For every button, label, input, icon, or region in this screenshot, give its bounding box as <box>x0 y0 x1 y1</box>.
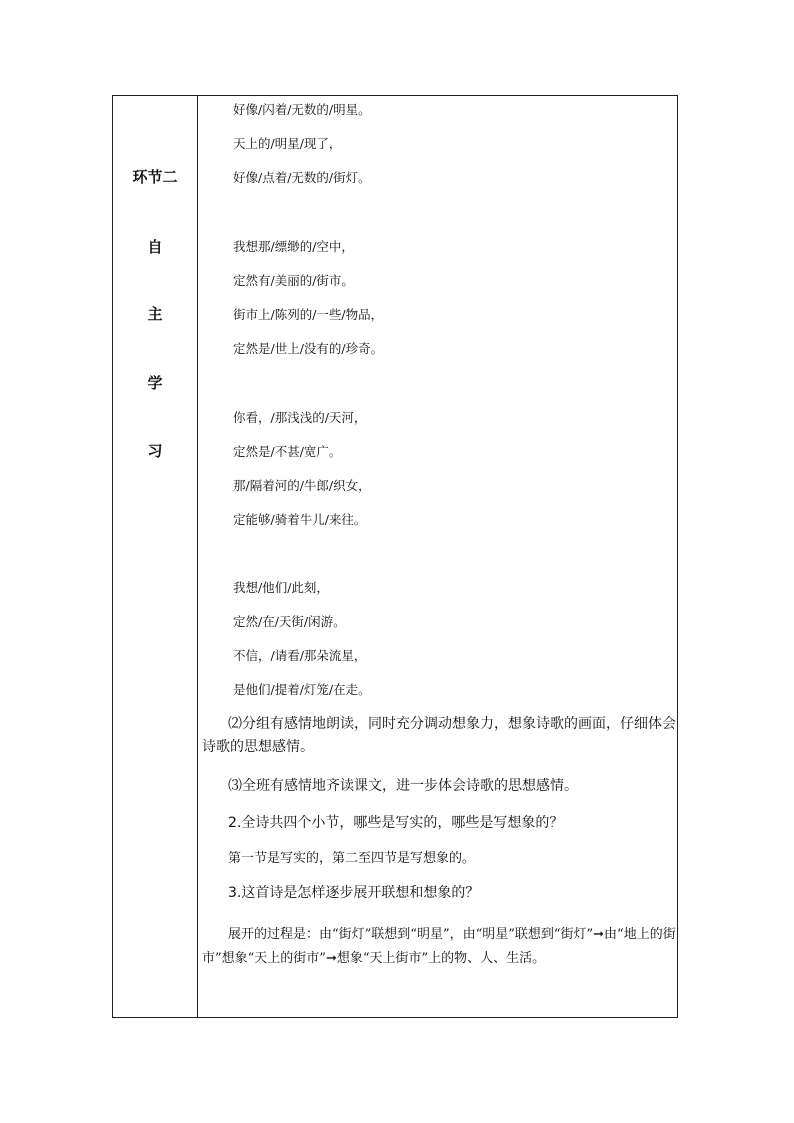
lesson-table <box>112 95 678 1018</box>
poem-line: 天上的/明星/现了， <box>233 136 342 151</box>
poem-line: 我想/他们/此刻， <box>233 580 329 595</box>
section-char-4: 习 <box>147 442 163 460</box>
answer-3: 展开的过程是：由“街灯”联想到“明星”，由“明星”联想到“街灯”➞由“地上的街市”想象“天上的街市”➞想象“天上街市”上的物、人、生活。 <box>202 927 676 966</box>
poem-line: 是他们/提着/灯笼/在走。 <box>233 682 371 697</box>
poem-line: 不信，/请看/那朵流星， <box>233 648 367 663</box>
section-label-cell <box>113 96 197 1017</box>
answer-2: 第一节是写实的，第二至四节是写想象的。 <box>228 851 476 866</box>
section-char-2: 主 <box>147 305 163 323</box>
poem-line: 好像/闪着/无数的/明星。 <box>233 102 371 117</box>
activity-item-2: ⑵分组有感情地朗读，同时充分调动想象力，想象诗歌的画面，仔细体会诗歌的思想感情。 <box>202 716 676 755</box>
poem-line: 定然/在/天街/闲游。 <box>233 614 346 629</box>
poem-line: 定然是/世上/没有的/珍奇。 <box>233 341 384 356</box>
section-title: 环节二 <box>132 168 178 186</box>
activity-item-3: ⑶全班有感情地齐读课文，进一步体会诗歌的思想感情。 <box>228 778 578 794</box>
poem-line: 定然有/美丽的/街市。 <box>233 273 354 288</box>
poem-line: 你看，/那浅浅的/天河， <box>233 410 367 425</box>
content-cell <box>198 96 678 1017</box>
poem-line: 好像/点着/无数的/街灯。 <box>233 170 371 185</box>
section-char-3: 学 <box>147 374 163 392</box>
question-3: 3.这首诗是怎样逐步展开联想和想象的？ <box>228 885 480 901</box>
poem-line: 那/隔着河的/牛郎/织女， <box>233 478 371 493</box>
poem-line: 街市上/陈列的/一些/物品， <box>233 307 384 322</box>
poem-line: 定能够/骑着牛儿/来往。 <box>233 512 367 527</box>
question-2: 2.全诗共四个小节，哪些是写实的，哪些是写想象的？ <box>228 815 564 831</box>
poem-line: 定然是/不甚/宽广。 <box>233 444 342 459</box>
section-char-1: 自 <box>147 238 163 256</box>
poem-line: 我想那/缥缈的/空中， <box>233 239 354 254</box>
